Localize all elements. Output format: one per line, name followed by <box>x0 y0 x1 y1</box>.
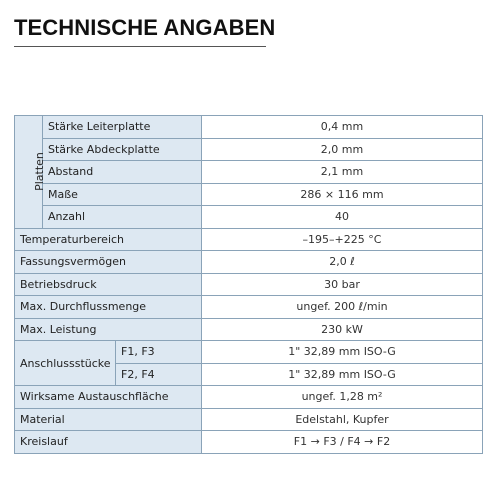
row-value: ungef. 200 ℓ/min <box>202 296 483 319</box>
row-sublabel: F2, F4 <box>116 363 202 386</box>
row-label: Stärke Leiterplatte <box>43 116 202 139</box>
title-underline <box>14 46 266 47</box>
row-value: F1 → F3 / F4 → F2 <box>202 431 483 454</box>
row-value: 2,0 mm <box>202 138 483 161</box>
row-value: 230 kW <box>202 318 483 341</box>
row-value: ungef. 1,28 m² <box>202 386 483 409</box>
row-value: 0,4 mm <box>202 116 483 139</box>
row-label: Temperaturbereich <box>15 228 202 251</box>
table-row <box>15 273 483 296</box>
row-value: –195–+225 °C <box>202 228 483 251</box>
anschluss-group-label: Anschlussstücke <box>15 341 116 386</box>
table-row <box>15 116 483 139</box>
row-value: 1" 32,89 mm ISO-G <box>202 341 483 364</box>
row-label: Max. Leistung <box>15 318 202 341</box>
row-value: 2,1 mm <box>202 161 483 184</box>
table-row <box>15 296 483 319</box>
table-row <box>15 386 483 409</box>
row-sublabel: F1, F3 <box>116 341 202 364</box>
row-label: Abstand <box>43 161 202 184</box>
table-row <box>15 206 483 229</box>
row-label: Kreislauf <box>15 431 202 454</box>
table-row <box>15 341 483 364</box>
row-label: Betriebsdruck <box>15 273 202 296</box>
row-value: Edelstahl, Kupfer <box>202 408 483 431</box>
table-row <box>15 183 483 206</box>
platten-group-cell <box>15 116 46 229</box>
table-row <box>15 408 483 431</box>
table-row <box>15 138 483 161</box>
row-value: 286 × 116 mm <box>202 183 483 206</box>
row-label: Anzahl <box>43 206 202 229</box>
table-row <box>15 161 483 184</box>
row-value: 30 bar <box>202 273 483 296</box>
spec-table <box>14 115 483 454</box>
row-value: 40 <box>202 206 483 229</box>
platten-group-label: Platten <box>32 152 46 192</box>
row-value: 2,0 ℓ <box>202 251 483 274</box>
row-label: Maße <box>43 183 202 206</box>
title-block <box>14 15 275 47</box>
table-row <box>15 228 483 251</box>
table-row <box>15 318 483 341</box>
row-label: Fassungsvermögen <box>15 251 202 274</box>
row-label: Material <box>15 408 202 431</box>
table-row <box>15 431 483 454</box>
row-label: Wirksame Austauschfläche <box>15 386 202 409</box>
page-title: TECHNISCHE ANGABEN <box>14 15 276 40</box>
row-value: 1" 32,89 mm ISO-G <box>202 363 483 386</box>
table-row <box>15 251 483 274</box>
row-label: Max. Durchflussmenge <box>15 296 202 319</box>
row-label: Stärke Abdeckplatte <box>43 138 202 161</box>
